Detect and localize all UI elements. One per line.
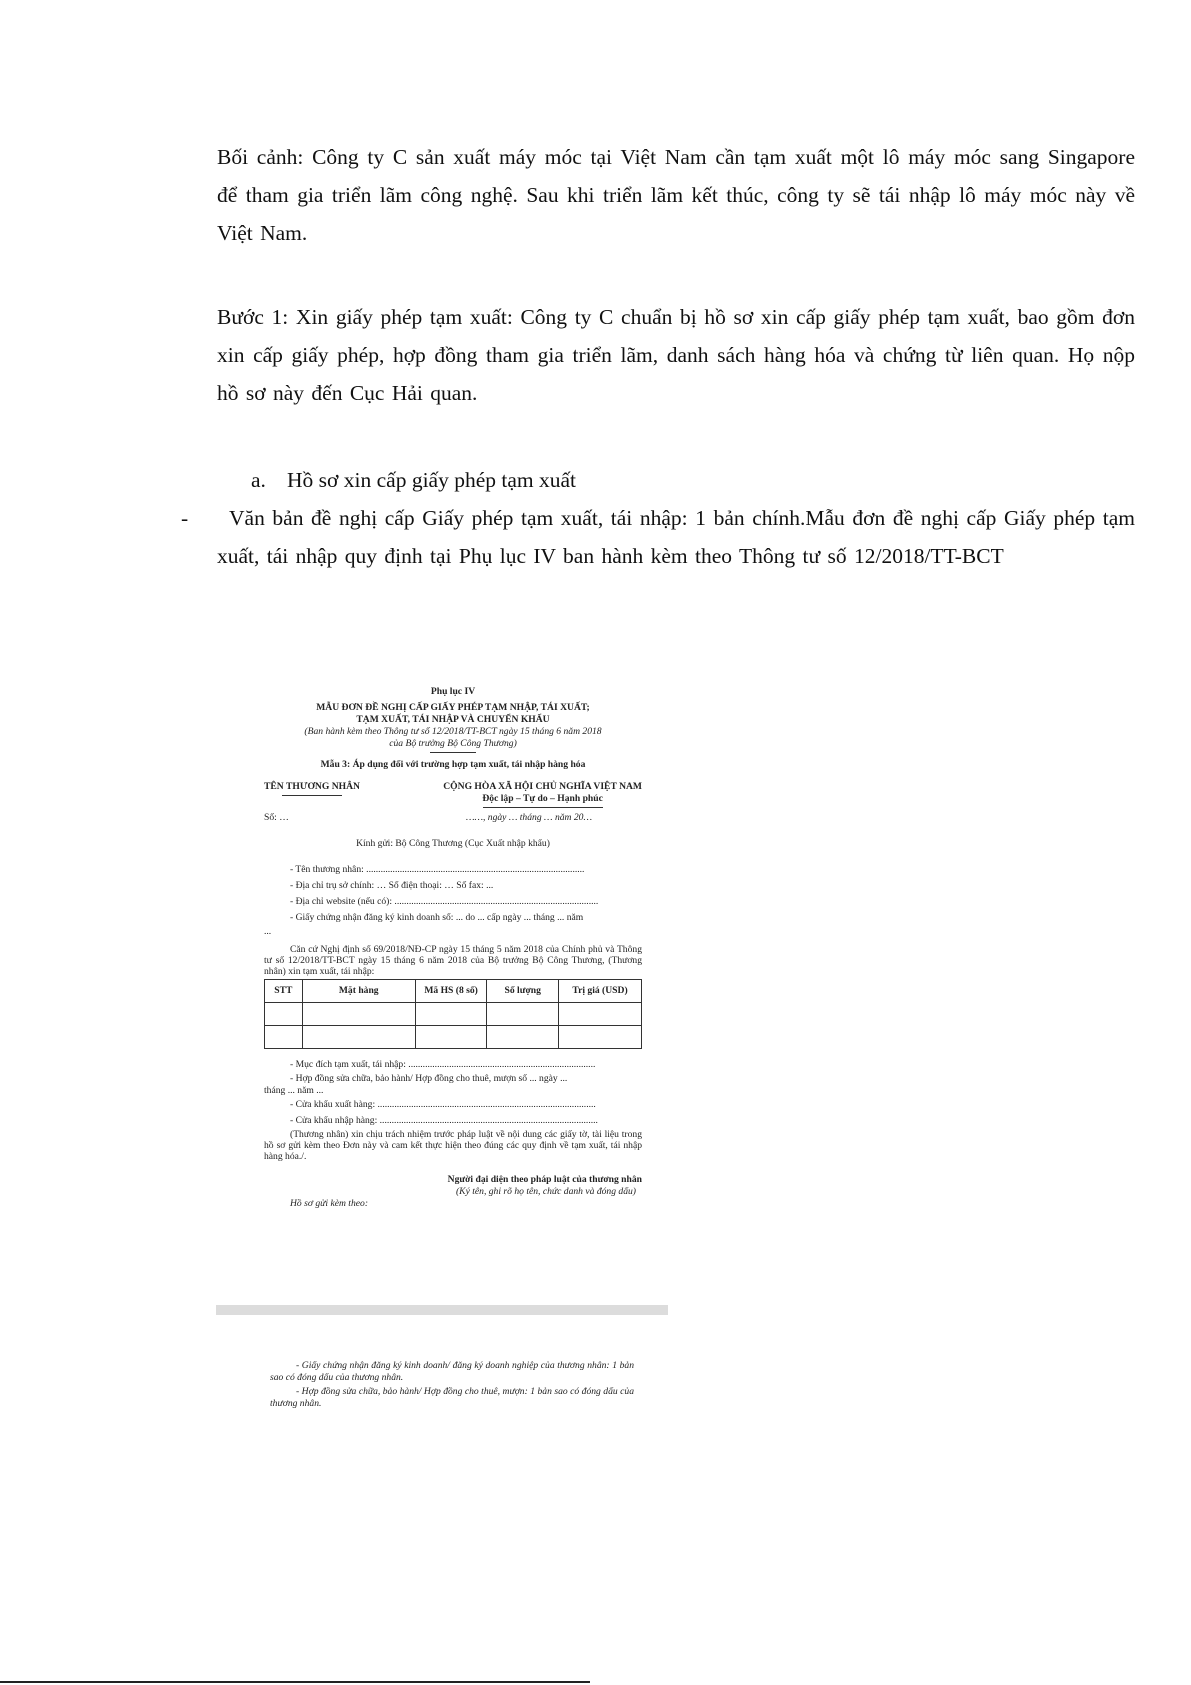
addressee: Kính gửi: Bộ Công Thương (Cục Xuất nhập khẩu): [356, 838, 550, 849]
table-header: Số lượng: [487, 980, 559, 1003]
table-header: Trị giá (USD): [559, 980, 642, 1003]
commitment: (Thương nhân) xin chịu trách nhiệm trước pháp luật về nội dung các giấy tờ, tài liệu trong hồ sơ gửi kèm theo Đơn này và cam kết thực hiện theo đúng các quy định về tạm xuất, tái nhập hàng hóa./.: [264, 1129, 642, 1162]
table-row: [265, 1026, 642, 1049]
table-row: [265, 1003, 642, 1026]
list-marker: a.: [251, 468, 266, 492]
step1-paragraph: Bước 1: Xin giấy phép tạm xuất: Công ty C chuẩn bị hồ sơ xin cấp giấy phép tạm xuất, bao gồm đơn xin cấp giấy phép, hợp đồng tham gia triển lãm, danh sách hàng hóa và chứng từ liên quan. Họ nộp hồ sơ này đến Cục Hải quan.: [217, 305, 1135, 405]
form-number-title: Mẫu 3: Áp dụng đối với trường hợp tạm xuất, tái nhập hàng hóa: [320, 759, 586, 770]
divider: [282, 795, 342, 796]
form-field-contract: - Hợp đồng sửa chữa, bảo hành/ Hợp đồng cho thuê, mượn số ... ngày ...: [290, 1073, 568, 1084]
signer-title: Người đại diện theo pháp luật của thương nhân: [447, 1174, 642, 1185]
bottom-rule: [0, 1681, 590, 1683]
list-item-text: Hồ sơ xin cấp giấy phép tạm xuất: [287, 468, 577, 492]
goods-table: [264, 979, 642, 1049]
form-title-line1: MẪU ĐƠN ĐỀ NGHỊ CẤP GIẤY PHÉP TẠM NHẬP, TÁI XUẤT;: [316, 702, 590, 713]
table-header: STT: [265, 980, 303, 1003]
form-field-trader-name: - Tên thương nhân: ...........................................................................................: [290, 864, 585, 875]
attachment-item: - Hợp đồng sửa chữa, bảo hành/ Hợp đồng cho thuê, mượn: 1 bản sao có đóng dấu của thương nhân.: [270, 1386, 634, 1409]
bullet-marker: -: [181, 506, 189, 530]
divider: [430, 752, 476, 753]
form-issued-line1: (Ban hành kèm theo Thông tư số 12/2018/TT-BCT ngày 15 tháng 6 năm 2018: [304, 726, 602, 737]
form-field-business-cert-cont: ...: [264, 926, 272, 937]
form-field-purpose: - Mục đích tạm xuất, tái nhập: ..............................................................................: [290, 1059, 596, 1070]
form-field-import-gate: - Cửa khẩu nhập hàng: ...........................................................................................: [290, 1115, 598, 1126]
divider: [483, 807, 603, 808]
list-item-a: [251, 461, 576, 499]
nation-heading: CỘNG HÒA XÃ HỘI CHỦ NGHĨA VIỆT NAM: [443, 781, 642, 792]
form-field-contract-cont: tháng ... năm ...: [264, 1085, 324, 1096]
trader-name-heading: TÊN THƯƠNG NHÂN: [264, 781, 360, 792]
appendix-form-image: [264, 686, 642, 1210]
form-field-export-gate: - Cửa khẩu xuất hàng: ...........................................................................................: [290, 1099, 596, 1110]
form-field-business-cert: - Giấy chứng nhận đăng ký kinh doanh số: ... do ... cấp ngày ... tháng ... năm: [290, 912, 584, 923]
legal-basis: Căn cứ Nghị định số 69/2018/NĐ-CP ngày 15 tháng 5 năm 2018 của Chính phủ và Thông tư số 12/2018/TT-BCT ngày 15 tháng 6 năm 2018 của Bộ trưởng Bộ Công Thương, (Thương nhân) xin tạm xuất, tái nhập:: [264, 944, 642, 977]
bullet-paragraph: Văn bản đề nghị cấp Giấy phép tạm xuất, tái nhập: 1 bản chính.Mẫu đơn đề nghị cấp Giấy phép tạm xuất, tái nhập quy định tại Phụ lục IV ban hành kèm theo Thông tư số 12/2018/TT-BCT: [217, 506, 1135, 568]
attachments-list: [270, 1360, 634, 1412]
table-header: Mặt hàng: [302, 980, 415, 1003]
motto: Độc lập – Tự do – Hạnh phúc: [482, 793, 603, 804]
document-number: Số: …: [264, 812, 289, 823]
document-date: ……, ngày … tháng … năm 20…: [465, 812, 592, 823]
form-field-address: - Địa chỉ trụ sở chính: … Số điện thoại: … Số fax: ...: [290, 880, 494, 891]
form-title-line2: TẠM XUẤT, TÁI NHẬP VÀ CHUYỂN KHẨU: [356, 714, 550, 725]
context-paragraph: Bối cảnh: Công ty C sản xuất máy móc tại Việt Nam cần tạm xuất một lô máy móc sang Singapore để tham gia triển lãm công nghệ. Sau khi triển lãm kết thúc, công ty sẽ tái nhập lô máy móc này về Việt Nam.: [217, 145, 1135, 245]
signer-note: (Ký tên, ghi rõ họ tên, chức danh và đóng dấu): [455, 1186, 636, 1197]
form-issued-line2: của Bộ trưởng Bộ Công Thương): [389, 738, 517, 749]
form-appendix: Phụ lục IV: [430, 686, 476, 697]
page-break-bar: [216, 1305, 668, 1315]
attachment-item: - Giấy chứng nhận đăng ký kinh doanh/ đăng ký doanh nghiệp của thương nhân: 1 bản sao có đóng dấu của thương nhân.: [270, 1360, 634, 1383]
table-header: Mã HS (8 số): [415, 980, 487, 1003]
attached-docs-heading: Hồ sơ gửi kèm theo:: [290, 1198, 369, 1209]
form-field-website: - Địa chỉ website (nếu có): .....................................................................................: [290, 896, 599, 907]
